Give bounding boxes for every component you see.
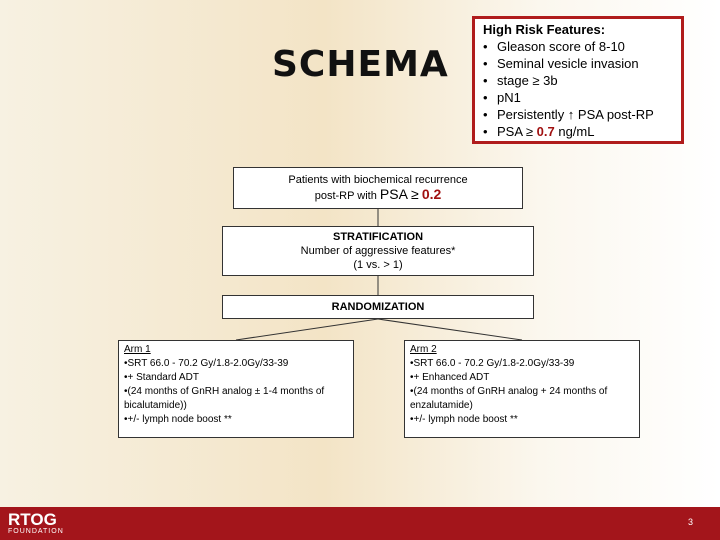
rtog-logo: RTOG bbox=[8, 510, 57, 529]
slide-title: SCHEMA bbox=[272, 44, 449, 85]
arm-1-item: •SRT 66.0 - 70.2 Gy/1.8-2.0Gy/33-39 bbox=[124, 358, 289, 369]
risk-item: • Persistently ↑ PSA post-RP bbox=[483, 107, 654, 122]
psa-label: PSA ≥ bbox=[379, 186, 419, 202]
arm-1-title: Arm 1 bbox=[124, 344, 151, 355]
rtog-logo-subtitle: FOUNDATION bbox=[8, 528, 64, 535]
randomization-box bbox=[222, 295, 534, 319]
eligibility-line2: post-RP with PSA ≥ 0.2 bbox=[314, 186, 442, 202]
risk-item: • stage ≥ 3b bbox=[483, 73, 558, 88]
bullet-icon: • bbox=[483, 90, 488, 105]
arm-2-title: Arm 2 bbox=[410, 344, 437, 355]
high-risk-features-title: High Risk Features: bbox=[483, 22, 606, 37]
bullet-icon: • bbox=[483, 39, 488, 54]
stratification-title: STRATIFICATION bbox=[332, 231, 424, 243]
page-number: 3 bbox=[688, 517, 694, 527]
arm-2-item: •SRT 66.0 - 70.2 Gy/1.8-2.0Gy/33-39 bbox=[410, 358, 575, 369]
connector-randomization-arm1 bbox=[236, 319, 378, 340]
arm-2-box bbox=[404, 340, 640, 438]
eligibility-box bbox=[233, 167, 523, 209]
arm-1-item: •+ Standard ADT bbox=[124, 372, 199, 383]
risk-item: • Gleason score of 8-10 bbox=[483, 39, 625, 54]
eligibility-line1: Patients with biochemical recurrence bbox=[288, 174, 468, 186]
bullet-icon: • bbox=[483, 56, 488, 71]
arm-1-item: •+/- lymph node boost ** bbox=[124, 414, 232, 425]
arm-2-item: •+ Enhanced ADT bbox=[410, 372, 490, 383]
stratification-box bbox=[222, 226, 534, 276]
bullet-icon: • bbox=[483, 107, 488, 122]
arm-1-item: •(24 months of GnRH analog ± 1-4 months of bicalutamide)) bbox=[124, 386, 325, 411]
arm-2-item: •+/- lymph node boost ** bbox=[410, 414, 518, 425]
psa-threshold-value: 0.7 bbox=[536, 124, 555, 139]
arm-2-item: •(24 months of GnRH analog + 24 months of enzalutamide) bbox=[410, 386, 608, 411]
risk-item: • PSA ≥ 0.7 ng/mL bbox=[483, 124, 595, 139]
footer-bar bbox=[0, 507, 720, 540]
risk-item: • Seminal vesicle invasion bbox=[483, 56, 639, 71]
psa-value: 0.2 bbox=[421, 186, 442, 202]
connector-randomization-arm2 bbox=[378, 319, 522, 340]
risk-item: • pN1 bbox=[483, 90, 521, 105]
stratification-line2: (1 vs. > 1) bbox=[353, 259, 403, 271]
arm-1-box bbox=[118, 340, 354, 438]
bullet-icon: • bbox=[483, 124, 488, 139]
bullet-icon: • bbox=[483, 73, 488, 88]
stratification-line1: Number of aggressive features* bbox=[300, 245, 456, 257]
randomization-title: RANDOMIZATION bbox=[331, 301, 425, 313]
